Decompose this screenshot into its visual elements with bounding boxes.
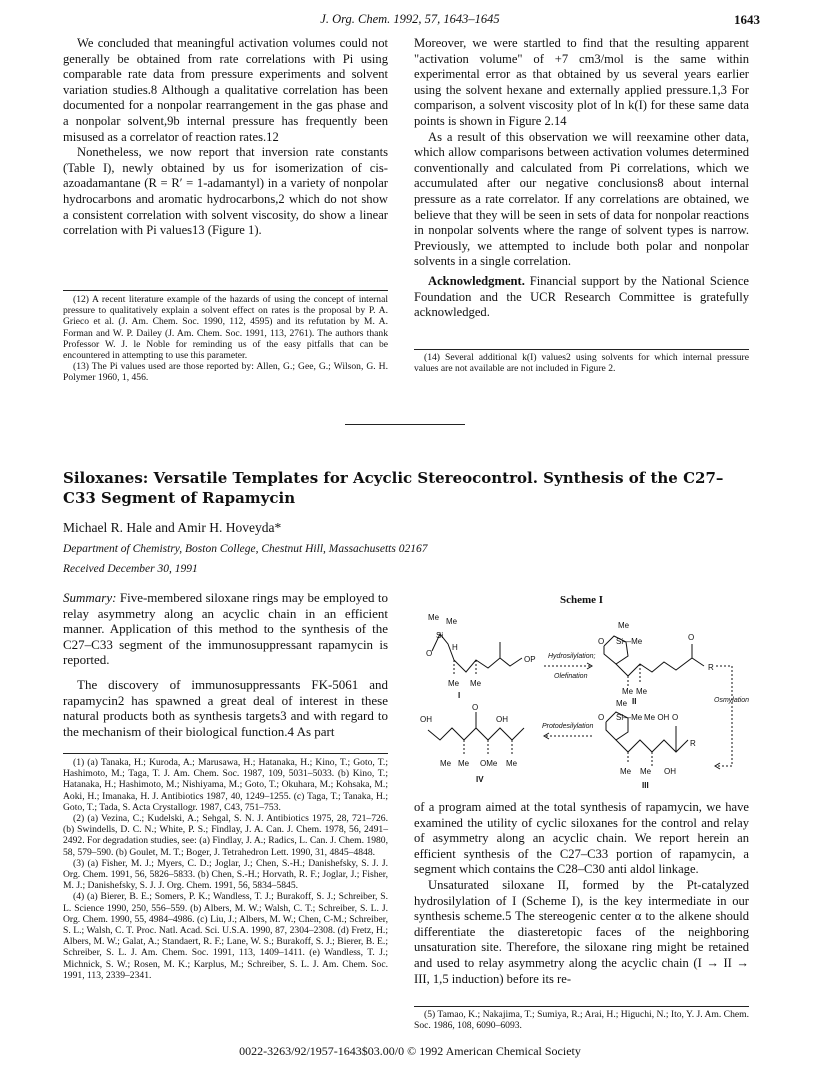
article-divider bbox=[345, 424, 465, 425]
received-date: Received December 30, 1991 bbox=[63, 563, 198, 575]
top-right-column bbox=[414, 36, 749, 321]
compound-label: I bbox=[458, 691, 461, 700]
top-left-column bbox=[63, 36, 388, 239]
compound-iv-chain bbox=[428, 728, 524, 740]
paragraph: Moreover, we were startled to find that the resulting apparent "activation volume" of +7 cm3/mol is the same within experimental error as that obtained by us several years earlier using the solvent hexane and externally applied pressure.1,3 For comparison, a solvent viscosity plot of ln k(I) for these same data points is shown in Figure 2.14 bbox=[414, 36, 749, 128]
top-left-footnotes bbox=[63, 294, 388, 384]
atom-label: Me bbox=[618, 621, 630, 630]
atom-label: OH bbox=[664, 767, 676, 776]
article-title: Siloxanes: Versatile Templates for Acyclic Stereocontrol. Synthesis of the C27–C33 Segment of Rapamycin bbox=[63, 469, 724, 507]
page-footer: 0022-3263/92/1957-1643$03.00/0 © 1992 American Chemical Society bbox=[239, 1044, 581, 1058]
atom-label: Me bbox=[622, 687, 634, 696]
bottom-left-footnotes bbox=[63, 757, 388, 981]
article-authors: Michael R. Hale and Amir H. Hoveyda* bbox=[63, 520, 282, 535]
atom-label: R bbox=[708, 663, 714, 672]
article-affiliation: Department of Chemistry, Boston College, Chestnut Hill, Massachusetts 02167 bbox=[63, 543, 428, 555]
compound-iii-chain bbox=[616, 740, 688, 752]
paragraph: We concluded that meaningful activation volumes could not generally be obtained from rate correlations with Pi using comparable rate data from pressure experiments and solvent variation studies.8 Although a qualitative correlation has been documented for a nonpolar rearrangement in the gas phase and a nonpolar solvent,9b internal pressure has frequently been misused as a correlator of reaction rates.12 bbox=[63, 36, 388, 144]
compound-ii-chain bbox=[616, 658, 704, 676]
atom-label: Me bbox=[620, 767, 632, 776]
footnote: (2) (a) Vezina, C.; Kudelski, A.; Sehgal, S. N. J. Antibiotics 1975, 28, 721–726. (b) Swindells, D. C. N.; White, P. S.; Findlay, J. A. Can. J. Chem. 1978, 56, 2491–2492. For degradation studies, see: (a) Findlay, J. A.; Radics, L. Can. J. Chem. 1980, 58, 579–590. (b) Goulet, M. T.; Boger, J. Tetrahedron Lett. 1990, 31, 4845–4848. bbox=[63, 813, 388, 858]
atom-label: Si—Me bbox=[616, 637, 643, 646]
footnote: (5) Tamao, K.; Nakajima, T.; Sumiya, R.; Arai, H.; Higuchi, N.; Ito, Y. J. Am. Chem. Soc. 1986, 108, 6090–6093. bbox=[414, 1009, 749, 1032]
summary bbox=[63, 590, 388, 668]
atom-label: Si bbox=[436, 631, 444, 640]
acknowledgment-text: Financial support by the National Science Foundation and the UCR Research Committee is gratefully acknowledged. bbox=[414, 273, 749, 320]
scheme-diagram bbox=[414, 606, 754, 806]
reagent-label: Protodesilylation bbox=[542, 723, 594, 730]
reagent-label: Osmylation bbox=[714, 697, 750, 704]
atom-label: O bbox=[598, 713, 605, 722]
reaction-arrow bbox=[716, 666, 732, 766]
atom-label: OP bbox=[524, 655, 536, 664]
footnote-divider bbox=[63, 290, 388, 291]
summary-text: Five-membered siloxane rings may be employed to relay asymmetry along an acyclic chain in an efficient manner. Application of this method to the synthesis of the C27–C33 segment of the immunosuppressant rapamycin is reported. bbox=[63, 590, 389, 667]
atom-label: O bbox=[688, 633, 695, 642]
atom-label: R bbox=[690, 739, 696, 748]
running-header: J. Org. Chem. 1992, 57, 1643–1645 bbox=[320, 12, 500, 26]
footnote-divider bbox=[414, 1006, 749, 1007]
footnote: (3) (a) Fisher, M. J.; Myers, C. D.; Joglar, J.; Chen, S.-H.; Danishefsky, S. J. J. Org. Chem. 1991, 56, 5826–5833. (b) Chen, S.-H.; Horvath, R. F.; Joglar, J.; Fisher, M. J.; Danishefsky, S. J. J. Org. Chem. 1991, 56, 5834–5845. bbox=[63, 857, 388, 892]
compound-label: IV bbox=[476, 775, 484, 784]
atom-label: Me bbox=[446, 617, 458, 626]
acknowledgment bbox=[414, 274, 749, 321]
atom-label: O bbox=[598, 637, 605, 646]
top-right-footnotes bbox=[414, 352, 749, 374]
compound-label: III bbox=[642, 781, 649, 790]
bottom-right-column bbox=[414, 800, 749, 987]
paragraph: Nonetheless, we now report that inversion rate constants (Table I), newly obtained by us for isomerization of cis-azoadamantane (R = R′ = 1-adamantyl) in a variety of nonpolar hydrocarbons and aromatic hydrocarbons,2 which do not show a consistent correlation with solvent viscosity, do show a linear correlation with Pi values13 (Figure 1). bbox=[63, 145, 388, 238]
scheme-title: Scheme I bbox=[559, 594, 604, 606]
atom-label: H bbox=[452, 643, 458, 652]
atom-label: Me bbox=[616, 699, 628, 708]
footnote-divider bbox=[414, 349, 749, 350]
compound-label: II bbox=[632, 697, 637, 706]
acknowledgment-heading: Acknowledgment. bbox=[428, 273, 525, 288]
summary-label: Summary: bbox=[63, 590, 117, 605]
footnote: (12) A recent literature example of the hazards of using the concept of internal pressure to qualitatively explain a solvent effect on rates is the proposal by P. A. Grieco et al. (J. Am. Chem. Soc. 1990, 112, 4595) and its refutation by M. A. Forman and W. P. Dailey (J. Am. Chem. Soc. 1991, 113, 2761). The authors thank Professor W. J. le Noble for reminding us of the easy pitfalls that can be encountered in attempting to use this parameter. bbox=[63, 294, 388, 362]
reagent-label: Hydrosilylation; bbox=[548, 653, 596, 660]
atom-label: O bbox=[672, 713, 679, 722]
atom-label: Me bbox=[440, 759, 452, 768]
reagent-label: Olefination bbox=[554, 673, 588, 680]
atom-label: OH bbox=[420, 715, 432, 724]
atom-label: O bbox=[472, 703, 479, 712]
intro-paragraph: The discovery of immunosuppressants FK-5061 and rapamycin2 has spawned a great deal of interest in these natural products both as synthesis targets3 and with regard to the mechanism of their biological function.4 As part bbox=[63, 677, 388, 739]
paragraph: Unsaturated siloxane II, formed by the Pt-catalyzed hydrosilylation of I (Scheme I), is the key intermediate in our synthesis scheme.5 The stereogenic center α to the alkene should differentiate the diasteretopic faces of the neighboring unsaturation site. Therefore, the siloxane ring might be retained and used to relay asymmetry along the acyclic chain (I → II → III, 1,5 induction) before its re- bbox=[414, 877, 749, 986]
atom-label: Me bbox=[458, 759, 470, 768]
footnote: (14) Several additional k(I) values2 using solvents for which internal pressure values are not available are not included in Figure 2. bbox=[414, 352, 749, 375]
footnote: (4) (a) Bierer, B. E.; Somers, P. K.; Wandless, T. J.; Burakoff, S. J.; Schreiber, S. L. Science 1990, 250, 556–559. (b) Albers, M. W.; Walsh, C. T.; Schreiber, S. L. J. Org. Chem. 1990, 55, 4984–4986. (c) Liu, J.; Albers, M. W.; Chen, C-M.; Schreiber, S. L.; Walsh, C. T. Proc. Natl. Acad. Sci. U.S.A. 1990, 87, 2304–2308. (d) Fretz, H.; Albers, M. W.; Galat, A.; Standaert, R. F.; Lane, W. S.; Burakoff, S. J.; Bierer, B. E.; Schreiber, S. L. J. Am. Chem. Soc. 1991, 113, 1409–1411. (e) Wandless, T. J.; Michnick, S. W.; Rosen, M. K.; Karplus, M.; Schreiber, S. L. J. Am. Chem. Soc. 1991, 113, 2339–2341. bbox=[63, 891, 388, 981]
atom-label: Me OH bbox=[644, 713, 670, 722]
atom-label: O bbox=[426, 649, 433, 658]
atom-label: Me bbox=[636, 687, 648, 696]
atom-label: Si—Me bbox=[616, 713, 643, 722]
footnote: (13) The Pi values used are those reported by: Allen, G.; Gee, G.; Wilson, G. H. Polymer 1960, 1, 456. bbox=[63, 361, 388, 384]
page-number: 1643 bbox=[734, 12, 760, 27]
bottom-right-footnotes bbox=[414, 1009, 749, 1031]
atom-label: Me bbox=[448, 679, 460, 688]
compound-i-chain bbox=[432, 634, 522, 672]
atom-label: Me bbox=[428, 613, 440, 622]
paragraph: of a program aimed at the total synthesis of rapamycin, we have examined the utility of cyclic siloxanes for the control and relay of asymmetry along an acyclic chain. We report herein an efficient synthesis of the C27–C33 portion of rapamycin, a segment which contains the C28–C30 anti aldol linkage. bbox=[414, 800, 749, 877]
atom-label: Me bbox=[640, 767, 652, 776]
footnote: (1) (a) Tanaka, H.; Kuroda, A.; Marusawa, H.; Hatanaka, H.; Kino, T.; Goto, T.; Hashimoto, M.; Taga, T. J. Am. Chem. Soc. 1987, 109, 5031–5033. (b) Kino, T.; Hatanaka, H.; Hashimoto, M.; Nishiyama, M.; Goto, T.; Okuhara, M.; Kohsaka, M.; Aoki, H.; Imanaka, H. J. Antibiotics 1987, 40, 1249–1255. (c) Taga, T.; Tanaka, H.; Goto, T.; Tada, S. Acta Crystallogr. 1987, C43, 751–753. bbox=[63, 757, 388, 813]
paragraph: As a result of this observation we will reexamine other data, which allow comparisons between activation volumes determined conventionally and calculated from Pi correlations, which we accumulated after our negative conclusions8 about internal pressure as a rate correlator. If any correlations are obtained, we believe that they will be seen in sets of data for nonpolar reactions in nonpolar solvents where the range of solvent types is narrow. Previously, we attempted to include both polar and nonpolar solvents in a single correlation. bbox=[414, 129, 749, 269]
atom-label: OH bbox=[496, 715, 508, 724]
footnote-divider bbox=[63, 753, 388, 754]
atom-label: OMe bbox=[480, 759, 498, 768]
atom-label: Me bbox=[506, 759, 518, 768]
atom-label: Me bbox=[470, 679, 482, 688]
